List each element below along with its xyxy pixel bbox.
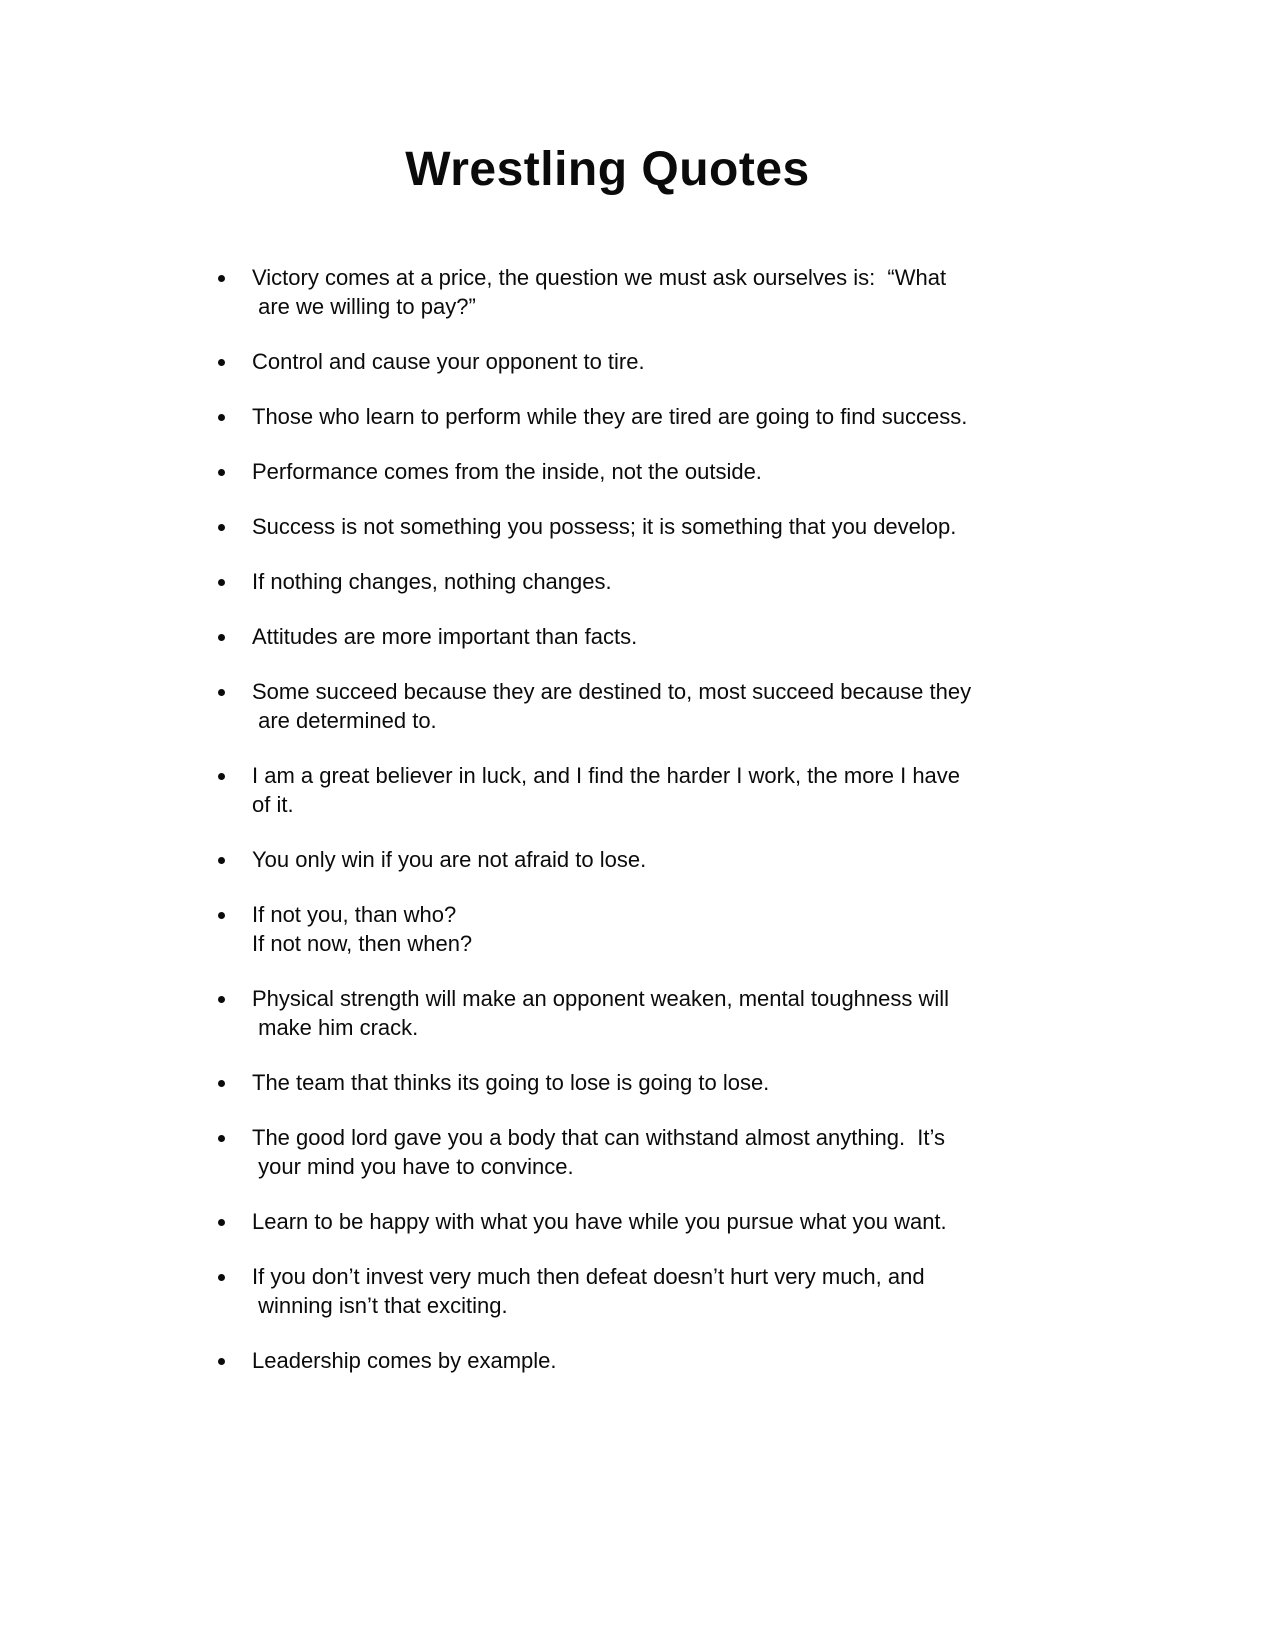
quote-text: Control and cause your opponent to tire. <box>252 349 645 374</box>
quote-text: I am a great believer in luck, and I find the harder I work, the more I have of it. <box>252 763 961 817</box>
quote-text: Those who learn to perform while they are tired are going to find success. <box>252 404 968 429</box>
list-item <box>218 1346 1135 1375</box>
quote-text: Success is not something you possess; it is something that you develop. <box>252 514 957 539</box>
list-item <box>218 900 1135 958</box>
bullet-icon <box>218 1080 225 1087</box>
quote-text: Physical strength will make an opponent weaken, mental toughness will make him crack. <box>252 986 950 1040</box>
bullet-icon <box>218 857 225 864</box>
list-item <box>218 761 1135 819</box>
quote-text: The good lord gave you a body that can withstand almost anything. It’s your mind you have to convince. <box>252 1125 946 1179</box>
quote-text: Attitudes are more important than facts. <box>252 624 638 649</box>
list-item <box>218 567 1135 596</box>
bullet-icon <box>218 912 225 919</box>
quote-text: Performance comes from the inside, not the outside. <box>252 459 762 484</box>
page-title: Wrestling Quotes <box>405 143 810 196</box>
list-item <box>218 622 1135 651</box>
quote-text: If not you, than who? If not now, then when? <box>252 902 473 956</box>
quote-text: The team that thinks its going to lose is going to lose. <box>252 1070 770 1095</box>
quote-text: If you don’t invest very much then defeat doesn’t hurt very much, and winning isn’t that exciting. <box>252 1264 925 1318</box>
bullet-icon <box>218 414 225 421</box>
bullet-icon <box>218 1274 225 1281</box>
bullet-icon <box>218 359 225 366</box>
list-item <box>218 1123 1135 1181</box>
bullet-icon <box>218 634 225 641</box>
quote-text: Victory comes at a price, the question we must ask ourselves is: “What are we willing to pay?” <box>252 265 947 319</box>
bullet-icon <box>218 1358 225 1365</box>
quote-list <box>0 263 1275 1375</box>
list-item <box>218 984 1135 1042</box>
bullet-icon <box>218 1219 225 1226</box>
bullet-icon <box>218 469 225 476</box>
quote-text: Leadership comes by example. <box>252 1348 557 1373</box>
list-item <box>218 402 1135 431</box>
bullet-icon <box>218 996 225 1003</box>
quote-text: If nothing changes, nothing changes. <box>252 569 612 594</box>
bullet-icon <box>218 524 225 531</box>
list-item <box>218 347 1135 376</box>
bullet-icon <box>218 1135 225 1142</box>
list-item <box>218 512 1135 541</box>
bullet-icon <box>218 275 225 282</box>
list-item <box>218 457 1135 486</box>
list-item <box>218 1262 1135 1320</box>
bullet-icon <box>218 689 225 696</box>
bullet-icon <box>218 773 225 780</box>
bullet-icon <box>218 579 225 586</box>
list-item <box>218 845 1135 874</box>
quote-text: Some succeed because they are destined to, most succeed because they are determined to. <box>252 679 972 733</box>
list-item <box>218 1207 1135 1236</box>
quote-text: Learn to be happy with what you have while you pursue what you want. <box>252 1209 947 1234</box>
list-item <box>218 263 1135 321</box>
list-item <box>218 1068 1135 1097</box>
quote-text: You only win if you are not afraid to lose. <box>252 847 647 872</box>
list-item <box>218 677 1135 735</box>
